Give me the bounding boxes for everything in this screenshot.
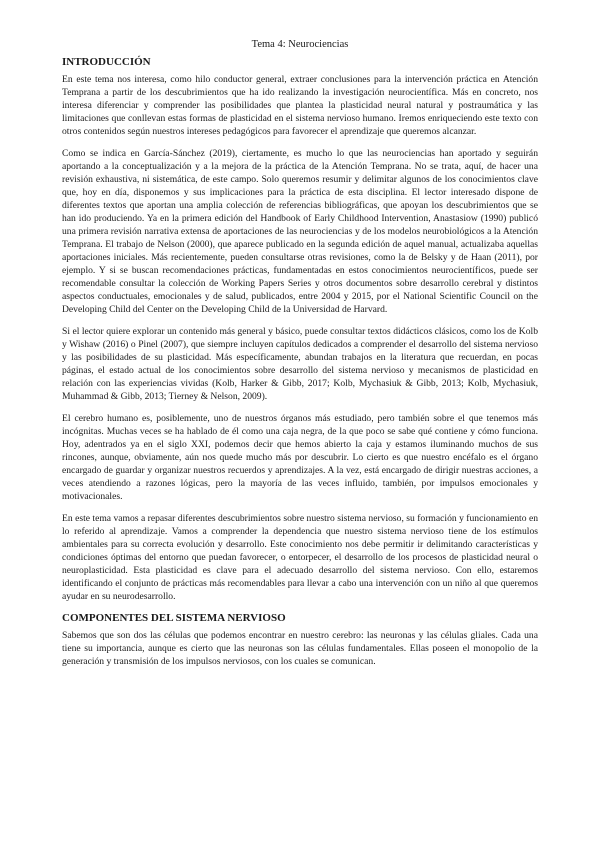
page-header: Tema 4: Neurociencias xyxy=(251,39,349,50)
paragraph-intro-2: Como se indica en García-Sánchez (2019), ciertamente, es mucho lo que las neurociencias han aportado y seguirán aportando a la conceptualización y a la mejora de la práctica de la Atención Temprana. No se trata, aquí, de hacer una revisión exhaustiva, ni sistemática, de este campo. Solo queremos resumir y delimitar algunos de los conocimientos clave que, hoy en día, disponemos y sus implicaciones para la práctica de esta disciplina. El lector interesado dispone de diferentes textos que aportan una amplia colección de referencias bibliográficas, que apoyan los descubrimientos que se han ido produciendo. Ya en la primera edición del Handbook of Early Childhood Intervention, Anastasiow (1990) publicó una primera revisión narrativa extensa de aportaciones de las neurociencias y de los modelos neurobiológicos a la Atención Temprana. El trabajo de Nelson (2000), que aparece publicado en la segunda edición de aquel manual, actualizaba aquellas aportaciones iniciales. Más recientemente, pueden consultarse otras revisiones, como la de Belsky y de Haan (2011), por ejemplo. Y si se buscan recomendaciones prácticas, fundamentadas en estos conocimientos neurocientíficos, puede ser recomendable consultar la colección de Working Papers Series y otros documentos sobre desarrollo cerebral y distintos aspectos conductuales, emocionales y de salud, publicados, entre 2004 y 2015, por el National Scientific Council on the Developing Child del Center on the Developing Child de la Universidad de Harvard. xyxy=(62,148,538,315)
paragraph-intro-5: En este tema vamos a repasar diferentes descubrimientos sobre nuestro sistema nervioso, su formación y funcionamiento en lo referido al aprendizaje. Vamos a comprender la dependencia que nuestro sistema nervioso tiene de los estímulos ambientales para su correcta evolución y desarrollo. Este conocimiento nos debe permitir ir delimitando características y condiciones óptimas del entorno que puedan favorecer, o entorpecer, el desarrollo de los procesos de plasticidad neural o neuroplasticidad. Esta plasticidad es clave para el adecuado desarrollo del sistema nervioso. Con ello, estaremos identificando el conjunto de prácticas más recomendables para llevar a cabo una intervención con un niño al que queremos ayudar en su neurodesarrollo. xyxy=(62,513,538,602)
paragraph-intro-3: Si el lector quiere explorar un contenido más general y básico, puede consultar textos didácticos clásicos, como los de Kolb y Wishaw (2016) o Pinel (2007), que siempre incluyen capítulos dedicados a comprender el desarrollo del sistema nervioso y las posibilidades de su plasticidad. Más específicamente, abundan trabajos en la literatura que recuerdan, en pocas páginas, el estado actual de los conocimientos sobre desarrollo del sistema nervioso y mecanismos de plasticidad en relación con las experiencias vividas (Kolb, Harker & Gibb, 2017; Kolb, Mychasiuk & Gibb, 2013; Kolb, Mychasiuk, Muhammad & Gibb, 2013; Tierney & Nelson, 2009). xyxy=(62,326,538,402)
document-page xyxy=(62,38,538,677)
paragraph-componentes-1: Sabemos que son dos las células que podemos encontrar en nuestro cerebro: las neuronas y las células gliales. Cada una tiene su importancia, aunque es cierto que las neuronas son las células fundamentales. Ellas poseen el monopolio de la generación y transmisión de los impulsos nerviosos, con los cuales se comunican. xyxy=(62,630,538,667)
section-componentes xyxy=(62,612,538,668)
section-title-componentes: COMPONENTES DEL SISTEMA NERVIOSO xyxy=(62,612,286,624)
paragraph-intro-1: En este tema nos interesa, como hilo conductor general, extraer conclusiones para la intervención práctica en Atención Temprana a partir de los descubrimientos que ha ido realizando la investigación neurocientífica. Más en concreto, nos interesa diferenciar y comprender las posibilidades que plantea la plasticidad neural natural y postraumática y las limitaciones que conllevan estas formas de plasticidad en el sistema nervioso humano. Iremos enriqueciendo este texto con otros contenidos según nuestros intereses pedagógicos para favorecer el aprendizaje que queremos alcanzar. xyxy=(62,74,538,137)
section-title-introduccion: INTRODUCCIÓN xyxy=(62,56,151,68)
paragraph-intro-4: El cerebro humano es, posiblemente, uno de nuestros órganos más estudiado, pero también sobre el que tenemos más incógnitas. Muchas veces se ha hablado de él como una caja negra, de la que poco se sabe qué contiene y cómo funciona. Hoy, adentrados ya en el siglo XXI, podemos decir que hemos abierto la caja y estamos iluminando muchos de sus rincones, aunque, obviamente, aún nos quede mucho más por descubrir. Lo cierto es que nuestro encéfalo es el órgano encargado de guardar y organizar nuestros recuerdos y aprendizajes. A la vez, está encargado de dirigir nuestras acciones, a veces atendiendo a razones lógicas, pero la mayoría de las veces influido, también, por impulsos emocionales y motivacionales. xyxy=(62,413,538,502)
section-introduccion xyxy=(62,56,538,603)
